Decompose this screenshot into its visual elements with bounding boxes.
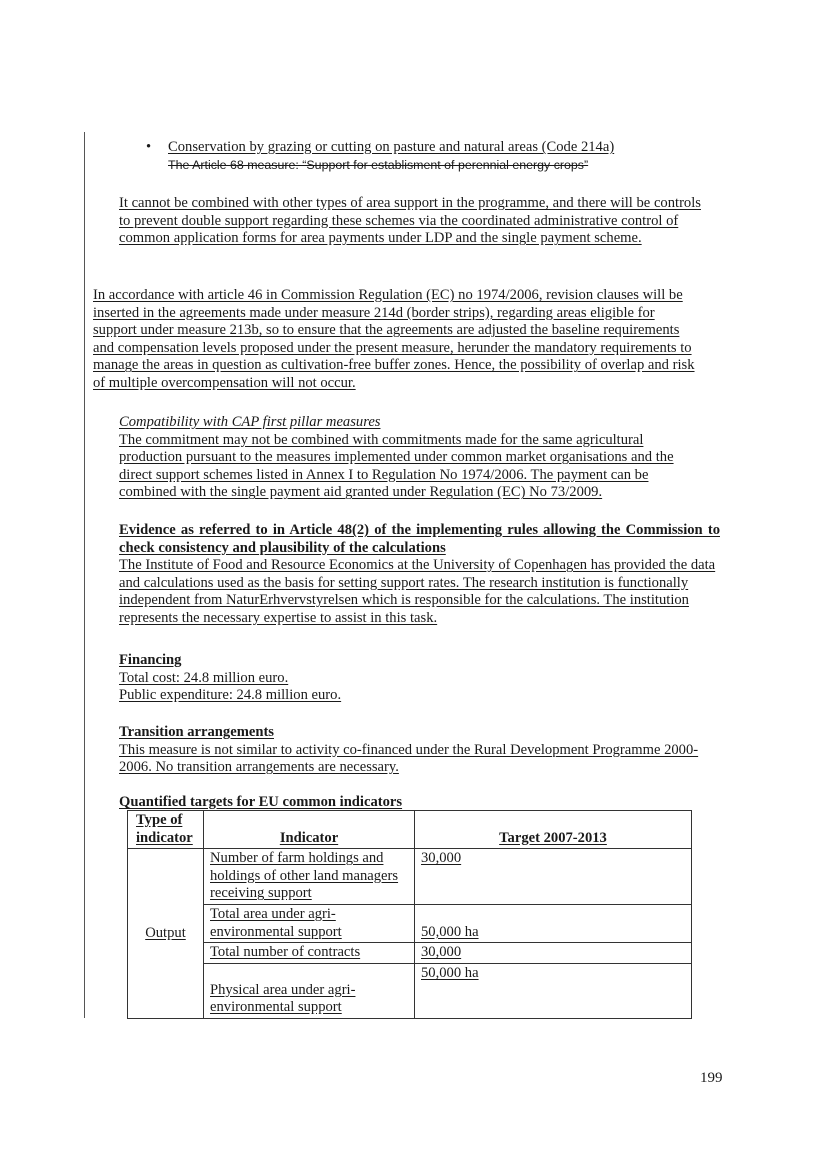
table-header-row — [128, 811, 692, 849]
indicator-cell: Number of farm holdings and holdings of other land managers receiving support — [204, 849, 415, 905]
column-header-indicator: Indicator — [204, 811, 415, 849]
targets-heading-block — [119, 794, 519, 812]
table-row — [128, 963, 692, 1018]
measure-bullet-list — [146, 139, 706, 174]
evidence-section — [119, 522, 720, 628]
target-cell: 50,000 ha — [415, 904, 692, 942]
table-row — [128, 904, 692, 942]
page-number: 199 — [700, 1070, 723, 1086]
transition-heading: Transition arrangements — [119, 724, 274, 740]
indicator-cell: Total area under agri-environmental support — [204, 904, 415, 942]
column-header-type: Type of indicator — [128, 811, 204, 849]
target-cell: 50,000 ha — [415, 963, 692, 1018]
indicator-cell: Total number of contracts — [204, 943, 415, 964]
type-cell: Output — [128, 849, 204, 1019]
cap-section — [119, 414, 709, 502]
column-header-target: Target 2007-2013 — [415, 811, 692, 849]
table-row — [128, 849, 692, 905]
revision-text: In accordance with article 46 in Commission Regulation (EC) no 1974/2006, revision clauses will be inserted in the agreements made under measure 214d (border strips), regarding areas eligible for support under measure 213b, so to ensure that the agreements are adjusted the baseline requirements and compensation levels proposed under the present measure, herunder the mandatory requirements to manage the areas in question as cultivation-free buffer zones. Hence, the possibility of overlap and risk of multiple overcompensation will not occur. — [93, 287, 695, 391]
financing-total-cost: Total cost: 24.8 million euro. — [119, 669, 289, 686]
evidence-heading: Evidence as referred to in Article 48(2) of the implementing rules allowing the Commission to check consistency and plausibility of the calculations — [119, 522, 720, 556]
bullet-text: Conservation by grazing or cutting on pasture and natural areas (Code 214a) — [168, 139, 615, 155]
financing-section — [119, 652, 519, 705]
cap-text: The commitment may not be combined with commitments made for the same agricultural production pursuant to the measures implemented under common market organisations and the direct support schemes listed in Annex I to Regulation No 1974/2006. The payment can be combined with the single payment aid granted under Regulation (EC) No 73/2009. — [119, 431, 674, 501]
revision-paragraph — [93, 287, 699, 393]
combination-paragraph — [119, 195, 701, 248]
indicator-table — [127, 810, 692, 1019]
financing-public-expenditure: Public expenditure: 24.8 million euro. — [119, 687, 342, 704]
transition-text: This measure is not similar to activity co-financed under the Rural Development Programme 2000-2006. No transition arrangements are necessary. — [119, 741, 699, 776]
target-cell: 30,000 — [415, 943, 692, 964]
list-item — [146, 139, 706, 157]
transition-section — [119, 724, 724, 777]
bullet-icon: • — [146, 139, 152, 155]
combination-text: It cannot be combined with other types of area support in the programme, and there will be controls to prevent double support regarding these schemes via the coordinated administrative control of common application forms for area payments under LDP and the single payment scheme. — [119, 195, 701, 247]
evidence-text: The Institute of Food and Resource Economics at the University of Copenhagen has provided the data and calculations used as the basis for setting support rates. The research institution is functionally independent from NaturErhvervstyrelsen which is responsible for the calculations. The institution represents the necessary expertise to assist in this task. — [119, 557, 716, 626]
cap-heading: Compatibility with CAP first pillar measures — [119, 414, 381, 430]
table-row — [128, 943, 692, 964]
financing-heading: Financing — [119, 652, 182, 668]
revision-margin-bar — [84, 132, 85, 1018]
struck-line: The Article 68 measure: “Support for establisment of perennial energy crops” — [168, 157, 589, 172]
targets-heading: Quantified targets for EU common indicators — [119, 794, 403, 810]
target-cell: 30,000 — [415, 849, 692, 905]
indicator-cell: Physical area under agri-environmental support — [204, 963, 415, 1018]
